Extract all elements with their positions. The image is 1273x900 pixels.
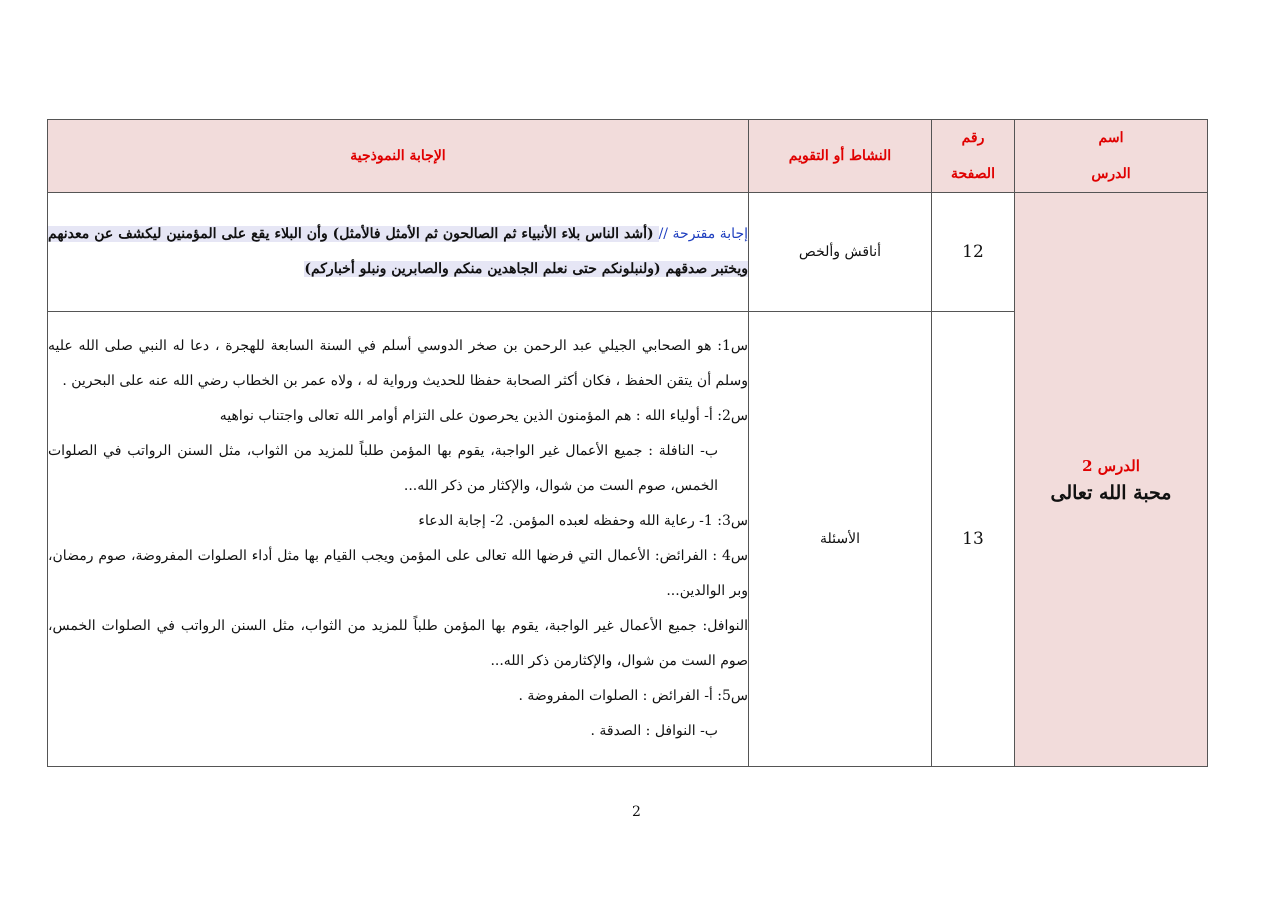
header-lesson-name xyxy=(1015,120,1208,193)
lesson-title: محبة الله تعالى xyxy=(1050,481,1172,504)
activity-cell: أناقش وألخص xyxy=(749,193,932,312)
answer-line: س4 : الفرائض: الأعمال التي فرضها الله تعالى على المؤمن ويجب القيام بها مثل أداء الصلوات المفروضة، صوم رمضان، وبر الوالدين... xyxy=(48,548,748,599)
header-page-number xyxy=(932,120,1015,193)
header-page-number-line1: رقم xyxy=(961,130,985,146)
lesson-table xyxy=(47,119,1208,767)
answer-line: ب- النوافل : الصدقة . xyxy=(590,723,718,739)
answer-cell xyxy=(48,312,749,767)
table-header-row xyxy=(48,120,1208,193)
answer-line: س1: هو الصحابي الجيلي عبد الرحمن بن صخر الدوسي أسلم في السنة السابعة للهجرة ، دعا له النبي صلى الله عليه وسلم أن يتقن الحفظ ، فكان أكثر الصحابة حفظا للحديث ورواية له ، ولاه عمر بن الخطاب رضي الله عنه على البحرين . xyxy=(48,338,748,389)
lesson-name-cell xyxy=(1015,193,1208,767)
suggested-answer-text: (أشد الناس بلاء الأنبياء ثم الصالحون ثم الأمثل فالأمثل) وأن البلاء يقع على المؤمنين ليكشف عن معدنهم ويختبر صدقهم (ولنبلونكم حتى نعلم الجاهدين منكم والصابرين ونبلو أخباركم) xyxy=(48,226,748,277)
suggested-answer xyxy=(48,217,748,287)
answer-line: النوافل: جميع الأعمال غير الواجبة، يقوم بها المؤمن طلباً للمزيد من الثواب، مثل السنن الرواتب في الصلوات الخمس، صوم الست من شوال، والإكثارمن ذكر الله... xyxy=(48,618,748,669)
activity-cell: الأسئلة xyxy=(749,312,932,767)
header-lesson-name-line2: الدرس xyxy=(1091,166,1131,182)
answer-line: س2: أ- أولياء الله : هم المؤمنون الذين يحرصون على التزام أوامر الله تعالى واجتناب نواهيه xyxy=(219,408,748,424)
header-model-answer: الإجابة النموذجية xyxy=(48,120,749,193)
header-lesson-name-line1: اسم xyxy=(1098,130,1124,146)
page-number: 2 xyxy=(632,804,641,820)
questions-answers xyxy=(48,329,748,749)
answer-cell xyxy=(48,193,749,312)
header-activity: النشاط أو التقويم xyxy=(749,120,932,193)
page-number-cell: 13 xyxy=(932,312,1015,767)
answer-line: س3: 1- رعاية الله وحفظه لعبده المؤمن. 2- إجابة الدعاء xyxy=(418,513,748,529)
lesson-number: الدرس 2 xyxy=(1082,456,1140,475)
answer-line: ب- النافلة : جميع الأعمال غير الواجبة، يقوم بها المؤمن طلباً للمزيد من الثواب، مثل السنن الرواتب في الصلوات الخمس، صوم الست من شوال، والإكثار من ذكر الله... xyxy=(48,443,718,494)
suggested-answer-label: إجابة مقترحة // xyxy=(658,226,748,242)
header-page-number-line2: الصفحة xyxy=(951,166,995,182)
table-row xyxy=(48,193,1208,312)
answer-line: س5: أ- الفرائض : الصلوات المفروضة . xyxy=(518,688,748,704)
page-number-cell: 12 xyxy=(932,193,1015,312)
